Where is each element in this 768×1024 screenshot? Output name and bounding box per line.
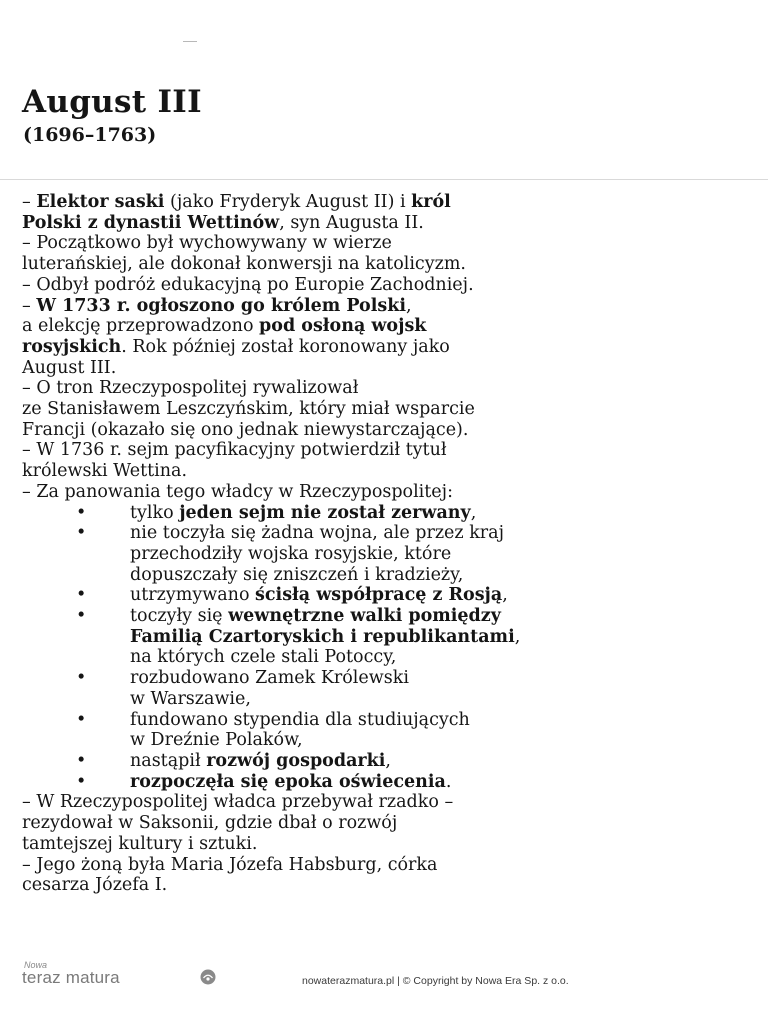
logo-small-text: Nowa <box>24 960 48 970</box>
text-line <box>22 192 762 213</box>
text-line: – Początkowo był wychowywany w wierze <box>22 233 392 254</box>
text-line: cesarza Józefa I. <box>22 875 168 896</box>
text-line <box>130 627 762 648</box>
article-body <box>22 192 762 896</box>
bold-text: Elektor saski <box>36 192 165 212</box>
text-line: – Za panowania tego władcy w Rzeczypospolitej: <box>22 481 453 502</box>
text-line: – Odbył podróż edukacyjną po Europie Zachodniej. <box>22 274 474 295</box>
logo-emblem-icon <box>200 969 216 985</box>
list-item <box>22 668 762 709</box>
bold-text: wewnętrzne walki pomiędzy <box>228 606 501 627</box>
list-item <box>22 585 762 606</box>
text-run: . Rok później został koronowany jako <box>121 336 450 357</box>
text-line: rezydował w Saksonii, gdzie dbał o rozwój <box>22 813 398 834</box>
list-item <box>22 523 762 585</box>
bullet-icon: • <box>76 709 87 730</box>
text-run: a elekcję przeprowadzono <box>22 316 260 337</box>
paragraph-elector <box>22 192 762 233</box>
text-line: – O tron Rzeczypospolitej rywalizował <box>22 378 359 399</box>
text-run: utrzymywano <box>130 585 256 606</box>
bold-text: rosyjskich <box>22 336 122 357</box>
text-run: , <box>385 750 391 771</box>
paragraph-sejm <box>22 440 762 481</box>
list-item <box>22 503 762 524</box>
bold-text: ścisłą współpracę z Rosją <box>255 585 503 606</box>
text-run: , <box>405 295 412 316</box>
bullet-icon: • <box>76 750 87 771</box>
paragraph-wife <box>22 855 762 896</box>
copyright-footer: nowaterazmatura.pl | © Copyright by Nowa Era Sp. z o.o. <box>302 975 569 987</box>
bullet-icon: • <box>76 523 87 544</box>
paragraph-upbringing <box>22 233 762 274</box>
bold-text: pod osłoną wojsk <box>259 316 427 337</box>
text-line: w Dreźnie Polaków, <box>130 730 303 751</box>
bold-text: Polski z dynastii Wettinów <box>22 212 280 233</box>
text-run: , <box>502 585 508 606</box>
paragraph-travel <box>22 275 762 296</box>
text-line: przechodziły wojska rosyjskie, które <box>130 543 452 564</box>
bullet-icon: • <box>76 502 87 523</box>
list-item <box>22 772 762 793</box>
text-line: na których czele stali Potoccy, <box>130 647 397 668</box>
text-line <box>130 585 762 606</box>
paragraph-reign-intro <box>22 482 762 503</box>
bold-text: król <box>411 192 451 212</box>
text-line: dopuszczały się zniszczeń i kradzieży, <box>130 564 464 585</box>
text-line <box>22 316 762 337</box>
bullet-icon: • <box>76 585 87 606</box>
bullet-icon: • <box>76 606 87 627</box>
text-run: – <box>22 192 37 212</box>
page-title: August III <box>22 84 202 120</box>
bold-text: W 1733 r. ogłoszono go królem Polski <box>36 295 406 316</box>
text-line: rozbudowano Zamek Królewski <box>130 668 409 689</box>
paragraph-election <box>22 296 762 379</box>
bold-text: Familią Czartoryskich i republikantami <box>130 626 515 647</box>
text-line: August III. <box>22 357 117 378</box>
bold-text: rozwój gospodarki <box>206 750 386 771</box>
text-run: . <box>445 771 452 792</box>
publisher-logo <box>22 960 222 990</box>
text-line: tamtejszej kultury i sztuki. <box>22 833 258 854</box>
text-run: nastąpił <box>130 750 207 771</box>
text-line: – W Rzeczypospolitej władca przebywał rzadko – <box>22 792 454 813</box>
text-run: , <box>514 626 521 647</box>
text-line: – Jego żoną była Maria Józefa Habsburg, córka <box>22 854 438 875</box>
text-line: fundowano stypendia dla studiujących <box>130 709 470 730</box>
bullet-icon: • <box>76 668 87 689</box>
text-run: – <box>22 295 37 316</box>
text-line: luterańskiej, ale dokonał konwersji na katolicyzm. <box>22 254 466 275</box>
text-run: toczyły się <box>130 606 229 627</box>
text-line: Francji (okazało się ono jednak niewystarczające). <box>22 419 469 440</box>
bold-text: jeden sejm nie został zerwany <box>179 502 471 523</box>
bullet-icon: • <box>76 771 87 792</box>
text-line <box>22 213 762 234</box>
reign-bullet-list <box>22 503 762 793</box>
list-item <box>22 710 762 751</box>
header-divider <box>0 179 768 180</box>
top-dash <box>183 41 197 42</box>
text-line: królewski Wettina. <box>22 461 188 482</box>
text-line <box>130 772 762 793</box>
text-line <box>130 606 762 627</box>
text-line: – W 1736 r. sejm pacyfikacyjny potwierdził tytuł <box>22 440 447 461</box>
text-run: tylko <box>130 502 180 523</box>
text-line <box>22 296 762 317</box>
bold-text: rozpoczęła się epoka oświecenia <box>130 771 446 792</box>
text-line <box>130 751 762 772</box>
logo-main-text: teraz matura <box>22 968 120 987</box>
text-line: ze Stanisławem Leszczyńskim, który miał wsparcie <box>22 399 475 420</box>
text-line: w Warszawie, <box>130 688 251 709</box>
text-run: , syn Augusta II. <box>279 212 424 233</box>
text-line <box>22 337 762 358</box>
text-line: nie toczyła się żadna wojna, ale przez kraj <box>130 523 505 544</box>
paragraph-residence <box>22 792 762 854</box>
paragraph-rivalry <box>22 378 762 440</box>
lifespan-dates: (1696–1763) <box>23 124 157 146</box>
text-line <box>130 503 762 524</box>
text-run: (jako Fryderyk August II) i <box>164 192 412 212</box>
list-item <box>22 606 762 668</box>
list-item <box>22 751 762 772</box>
text-run: , <box>470 502 477 523</box>
